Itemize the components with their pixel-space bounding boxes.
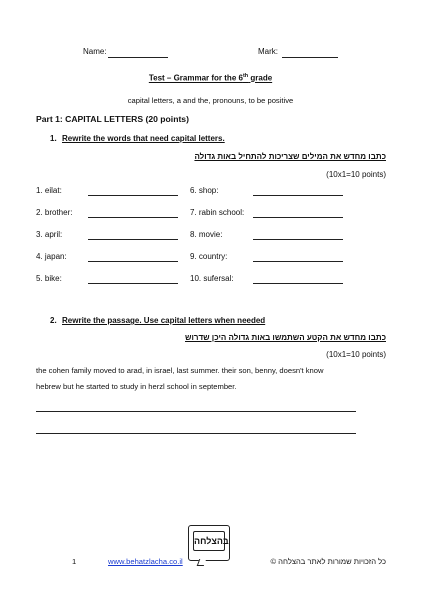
page-subtitle: capital letters, a and the, pronouns, to be positive: [127, 96, 294, 105]
q2-answer-line[interactable]: [36, 411, 356, 412]
q1-item-label: 2. brother:: [36, 208, 73, 217]
q1-points: (10x1=10 points): [326, 170, 386, 179]
q1-item-label: 10. sufersal:: [190, 274, 234, 283]
q1-hebrew-instruction: כתבו מחדש את המילים שצריכות להתחיל באות גדולה: [194, 152, 386, 161]
mark-label: Mark:: [258, 47, 278, 56]
q1-item-label: 3. april:: [36, 230, 63, 239]
part1-heading: Part 1: CAPITAL LETTERS (20 points): [36, 114, 189, 124]
q2-passage-line: hebrew but he started to study in herzl school in september.: [36, 382, 237, 391]
q1-answer-line[interactable]: [88, 239, 178, 240]
logo-speech-tail: [197, 559, 207, 566]
q1-answer-line[interactable]: [253, 239, 343, 240]
copyright-notice: כל הזכויות שמורות לאתר בהצלחה ©: [270, 557, 386, 566]
q1-item-label: 5. bike:: [36, 274, 62, 283]
q2-instruction: Rewrite the passage. Use capital letters when needed: [62, 316, 266, 325]
q1-number: 1.: [50, 134, 57, 143]
mark-field[interactable]: [282, 57, 338, 58]
name-field[interactable]: [108, 57, 168, 58]
q1-item-label: 1. eilat:: [36, 186, 62, 195]
logo-text: בהצלחה: [193, 531, 225, 551]
q1-answer-line[interactable]: [88, 283, 178, 284]
name-label: Name:: [83, 47, 107, 56]
q1-item-label: 6. shop:: [190, 186, 219, 195]
q1-item-label: 7. rabin school:: [190, 208, 245, 217]
q2-answer-line[interactable]: [36, 433, 356, 434]
q1-answer-line[interactable]: [253, 283, 343, 284]
q2-number: 2.: [50, 316, 57, 325]
q1-item-label: 9. country:: [190, 252, 228, 261]
website-link[interactable]: www.behatzlacha.co.il: [108, 557, 183, 566]
q1-answer-line[interactable]: [88, 261, 178, 262]
q1-answer-line[interactable]: [253, 261, 343, 262]
q2-passage-line: the cohen family moved to arad, in israel, last summer. their son, benny, doesn't know: [36, 366, 324, 375]
q1-answer-line[interactable]: [253, 195, 343, 196]
behatzlacha-logo: [188, 525, 230, 561]
page-title: Test – Grammar for the 6th grade: [148, 73, 273, 83]
q1-answer-line[interactable]: [253, 217, 343, 218]
q2-points: (10x1=10 points): [326, 350, 386, 359]
page-number: 1: [72, 557, 77, 566]
q1-answer-line[interactable]: [88, 195, 178, 196]
q1-answer-line[interactable]: [88, 217, 178, 218]
q2-hebrew-instruction: כתבו מחדש את הקטע השתמשו באות גדולה היכן שדרוש: [185, 333, 386, 342]
q1-instruction: Rewrite the words that need capital letters.: [62, 134, 225, 143]
q1-item-label: 4. japan:: [36, 252, 67, 261]
q1-item-label: 8. movie:: [190, 230, 223, 239]
